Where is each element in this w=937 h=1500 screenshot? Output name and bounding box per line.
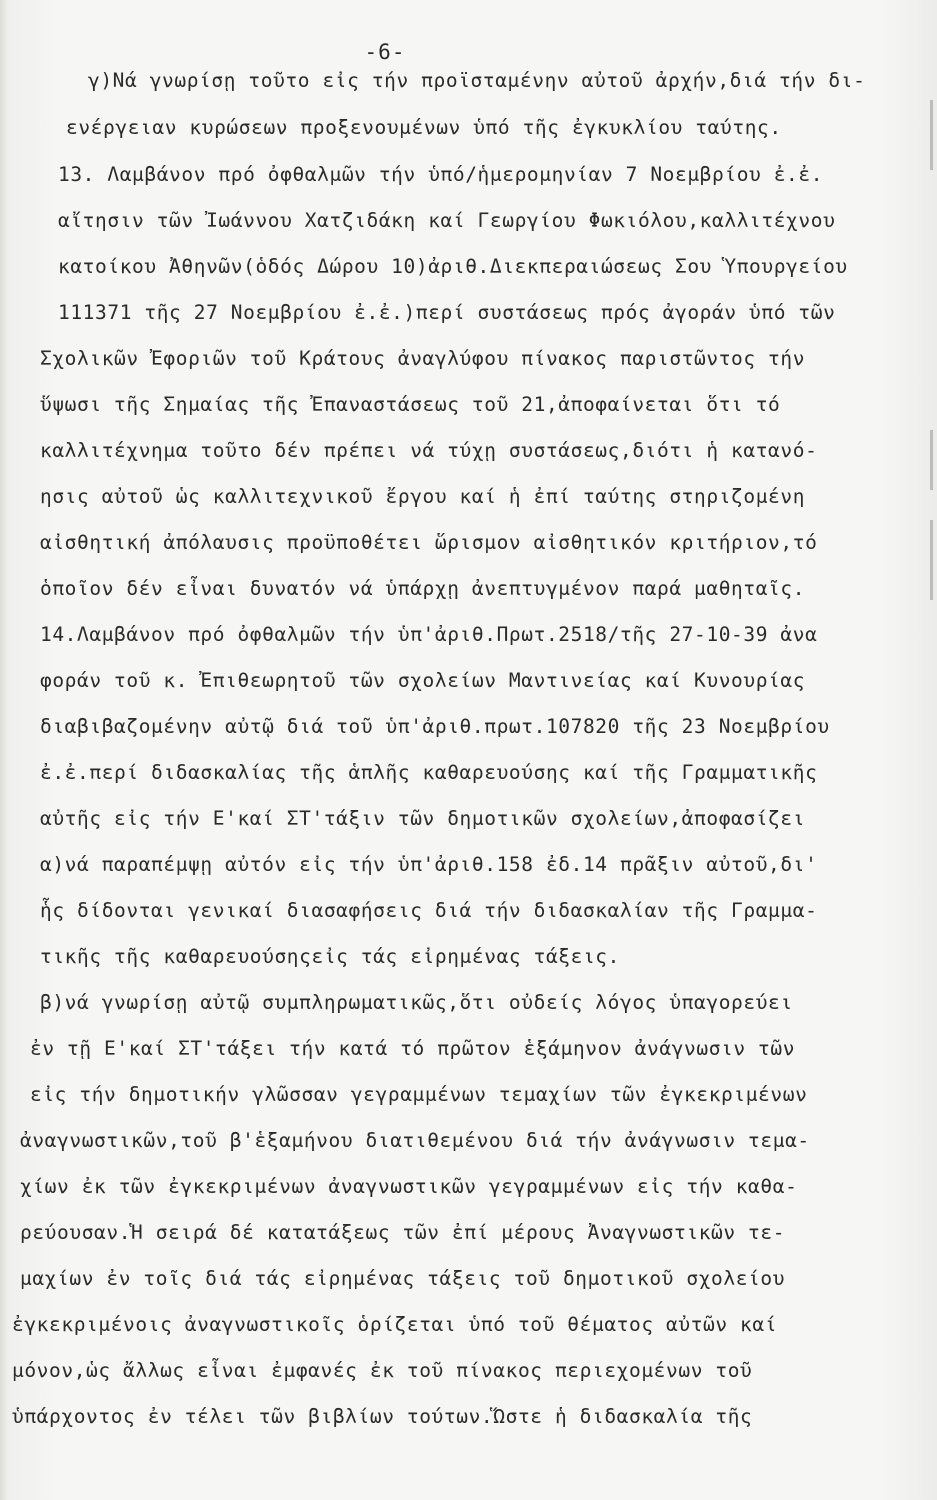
text-line: α)νά παραπέμψῃ αὐτόν εἰς τήν ὑπ'ἀριθ.158 ἐδ.14 πρᾶξιν αὐτοῦ,δι' xyxy=(40,853,818,876)
text-line: τικῆς τῆς καθαρευούσηςεἰς τάς εἰρημένας τάξεις. xyxy=(40,945,620,968)
text-line: β)νά γνωρίσῃ αὐτῷ συμπληρωματικῶς,ὅτι οὐδείς λόγος ὑπαγορεύει xyxy=(40,991,793,1014)
text-line: μόνον,ὡς ἄλλως εἶναι ἐμφανές ἐκ τοῦ πίνακος περιεχομένων τοῦ xyxy=(12,1359,753,1382)
text-line: μαχίων ἐν τοῖς διά τάς εἰρημένας τάξεις τοῦ δημοτικοῦ σχολείου xyxy=(20,1267,786,1290)
text-line: ὑπάρχοντος ἐν τέλει τῶν βιβλίων τούτων.Ὥστε ἡ διδασκαλία τῆς xyxy=(12,1405,753,1428)
text-line: αἴτησιν τῶν Ἰωάννου Χατζιδάκη καί Γεωργίου Φωκιόλου,καλλιτέχνου xyxy=(58,209,836,232)
text-line: καλλιτέχνημα τοῦτο δέν πρέπει νά τύχῃ συστάσεως,διότι ἡ κατανό- xyxy=(40,439,818,462)
text-line: ἧς δίδονται γενικαί διασαφήσεις διά τήν διδασκαλίαν τῆς Γραμμα- xyxy=(40,899,818,922)
text-line: αὐτῆς εἰς τήν Ε'καί ΣΤ'τάξιν τῶν δημοτικῶν σχολείων,ἀποφασίζει xyxy=(40,807,806,830)
text-line: 13. Λαμβάνον πρό ὀφθαλμῶν τήν ὑπό/ἡμερομηνίαν 7 Νοεμβρίου ἐ.ἐ. xyxy=(58,163,824,186)
text-line: ρεύουσαν.Ἡ σειρά δέ κατατάξεως τῶν ἐπί μέρους Ἀναγνωστικῶν τε- xyxy=(20,1221,786,1244)
page-number: -6- xyxy=(364,40,406,64)
text-line: ἀναγνωστικῶν,τοῦ β'ἑξαμήνου διατιθεμένου διά τήν ἀνάγνωσιν τεμα- xyxy=(20,1129,810,1152)
text-line: κατοίκου Ἀθηνῶν(ὁδός Δώρου 10)ἀριθ.Διεκπεραιώσεως Σου Ὑπουργείου xyxy=(58,255,848,278)
text-line: 111371 τῆς 27 Νοεμβρίου ἐ.ἐ.)περί συστάσεως πρός ἀγοράν ὑπό τῶν xyxy=(58,301,836,324)
text-line: ενέργειαν κυρώσεων προξενουμένων ὑπό τῆς ἐγκυκλίου ταύτης. xyxy=(66,116,782,139)
text-line: αἰσθητική ἀπόλαυσις προϋποθέτει ὥρισμον αἰσθητικόν κριτήριον,τό xyxy=(40,531,818,554)
text-line: ἐγκεκριμένοις ἀναγνωστικοῖς ὁρίζεται ὑπό τοῦ θέματος αὐτῶν καί xyxy=(12,1313,778,1336)
margin-mark xyxy=(930,430,933,490)
text-line: ἐ.ἐ.περί διδασκαλίας τῆς ἁπλῆς καθαρευούσης καί τῆς Γραμματικῆς xyxy=(40,761,818,784)
text-line: ἐν τῇ Ε'καί ΣΤ'τάξει τήν κατά τό πρῶτον ἑξάμηνον ἀνάγνωσιν τῶν xyxy=(30,1037,796,1060)
text-line: φοράν τοῦ κ. Ἐπιθεωρητοῦ τῶν σχολείων Μαντινείας καί Κυνουρίας xyxy=(40,669,806,692)
margin-mark xyxy=(930,100,933,170)
text-line: γ)Νά γνωρίσῃ τοῦτο εἰς τήν προϊσταμένην αὐτοῦ ἀρχήν,διά τήν δι- xyxy=(88,69,866,92)
text-line: Σχολικῶν Ἐφοριῶν τοῦ Κράτους ἀναγλύφου πίνακος παριστῶντος τήν xyxy=(40,347,806,370)
text-line: 14.Λαμβάνον πρό ὀφθαλμῶν τήν ὑπ'ἀριθ.Πρωτ.2518/τῆς 27-10-39 ἀνα xyxy=(40,623,818,646)
text-line: εἰς τήν δημοτικήν γλῶσσαν γεγραμμένων τεμαχίων τῶν ἐγκεκριμένων xyxy=(30,1083,808,1106)
text-line: ὁποῖον δέν εἶναι δυνατόν νά ὑπάρχῃ ἀνεπτυγμένον παρά μαθηταῖς. xyxy=(40,577,806,600)
page-fold-shadow xyxy=(0,0,8,1500)
text-line: χίων ἐκ τῶν ἐγκεκριμένων ἀναγνωστικῶν γεγραμμένων εἰς τήν καθα- xyxy=(20,1175,798,1198)
margin-mark xyxy=(930,520,933,600)
text-line: διαβιβαζομένην αὐτῷ διά τοῦ ὑπ'ἀριθ.πρωτ.107820 τῆς 23 Νοεμβρίου xyxy=(40,715,830,738)
text-line: ησις αὐτοῦ ὡς καλλιτεχνικοῦ ἔργου καί ἡ ἐπί ταύτης στηριζομένη xyxy=(40,485,806,508)
text-line: ὕψωσι τῆς Σημαίας τῆς Ἐπαναστάσεως τοῦ 21,ἀποφαίνεται ὅτι τό xyxy=(40,393,781,416)
